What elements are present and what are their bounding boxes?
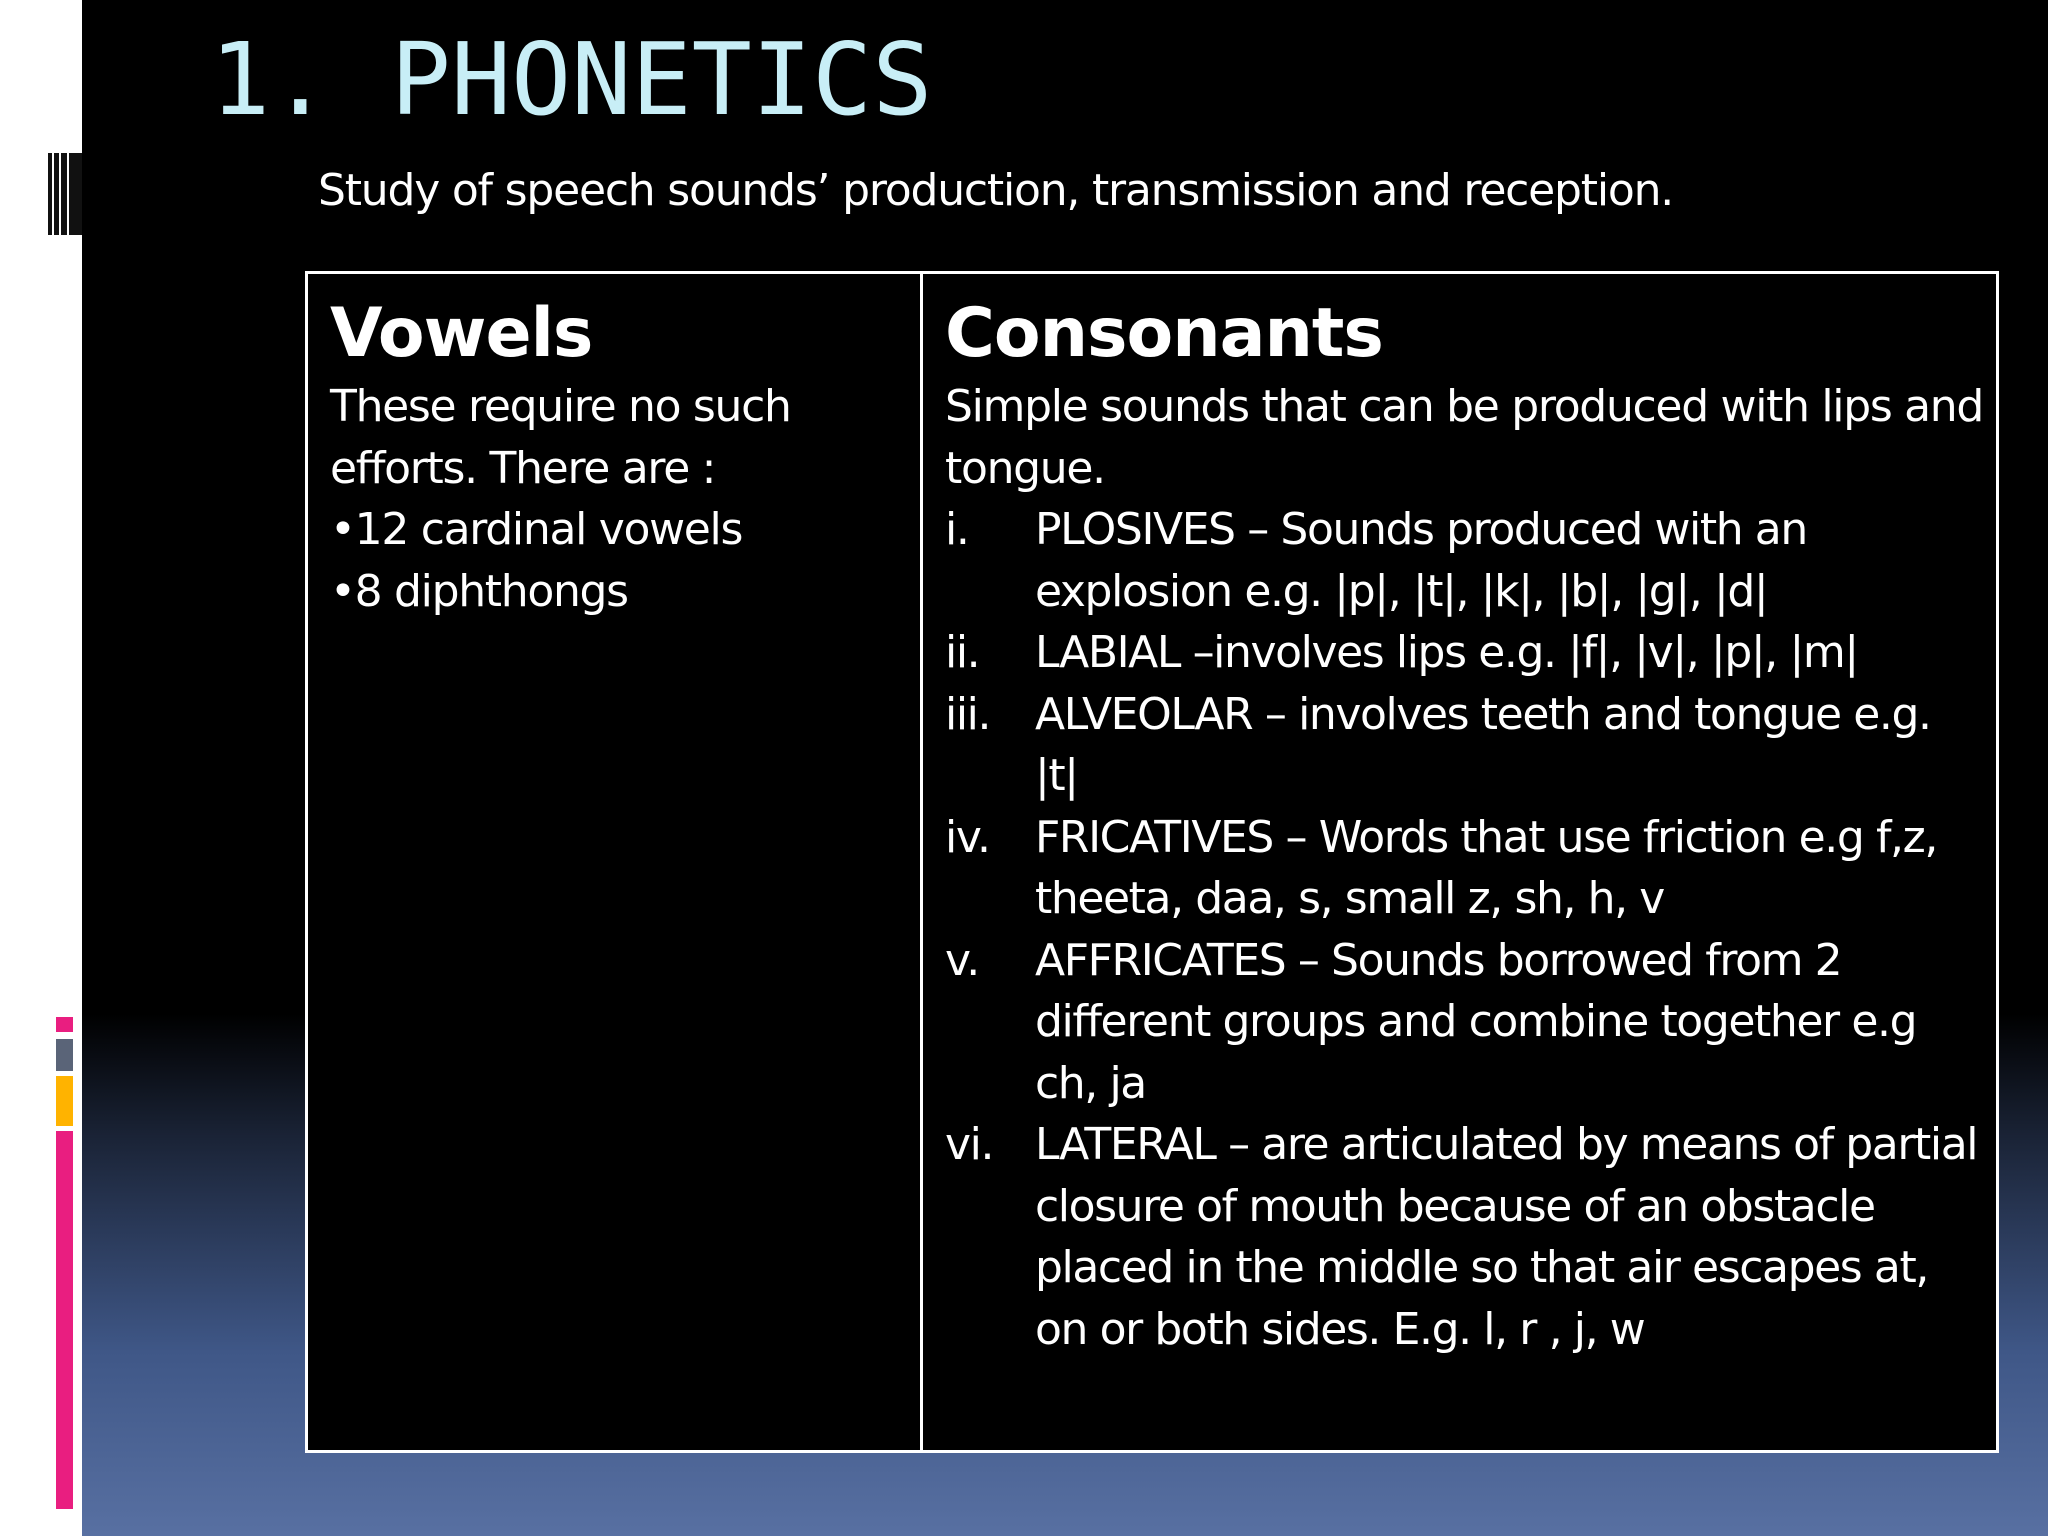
consonants-list [945,499,1984,1360]
accent-bar-pink [56,1131,73,1509]
accent-bar-slate [56,1039,73,1071]
list-item: •12 cardinal vowels [330,504,743,555]
consonants-heading: Consonants [945,294,1383,373]
list-item [945,1114,1984,1360]
list-numeral: ii. [945,627,980,678]
list-text: AFFRICATES – Sounds borrowed from 2 different groups and combine together e.g ch, ja [1035,934,1917,1109]
slide-title: 1. PHONETICS [210,21,933,138]
list-text: PLOSIVES – Sounds produced with an explosion e.g. |p|, |t|, |k|, |b|, |g|, |d| [1035,504,1807,617]
list-text: FRICATIVES – Words that use friction e.g f,z, theeta, daa, s, small z, sh, h, v [1035,811,1937,924]
vowels-intro: These require no such efforts. There are : [330,381,791,494]
list-item: •8 diphthongs [330,565,628,617]
list-item [945,807,1984,930]
vowels-heading: Vowels [330,294,593,373]
slide-subtitle: Study of speech sounds’ production, transmission and reception. [318,165,1674,216]
consonants-intro: Simple sounds that can be produced with lips and tongue. [945,381,1984,494]
slat [61,153,67,235]
vowels-column [308,274,923,1450]
list-item [945,622,1984,684]
list-numeral: i. [945,504,969,555]
list-item [945,684,1984,807]
vowels-list [330,499,920,622]
slat [48,153,52,235]
list-item [945,499,1984,622]
list-numeral: vi. [945,1119,994,1170]
window-slats-decor [48,153,82,235]
list-numeral: v. [945,934,979,986]
slat [69,153,82,235]
slat [54,153,59,235]
list-numeral: iii. [945,688,991,740]
list-text: LATERAL – are articulated by means of partial closure of mouth because of an obstacle placed in the middle so that air escapes at, on or both sides. E.g. l, r , j, w [1035,1119,1978,1355]
accent-bar-pink-top [56,1017,73,1032]
list-text: LABIAL –involves lips e.g. |f|, |v|, |p|, |m| [1035,627,1858,678]
phonetics-table [305,271,1999,1453]
list-item [945,930,1984,1115]
consonants-column [923,274,1996,1450]
accent-bar-amber [56,1076,73,1126]
list-text: ALVEOLAR – involves teeth and tongue e.g. |t| [1035,688,1931,801]
list-numeral: iv. [945,811,990,863]
